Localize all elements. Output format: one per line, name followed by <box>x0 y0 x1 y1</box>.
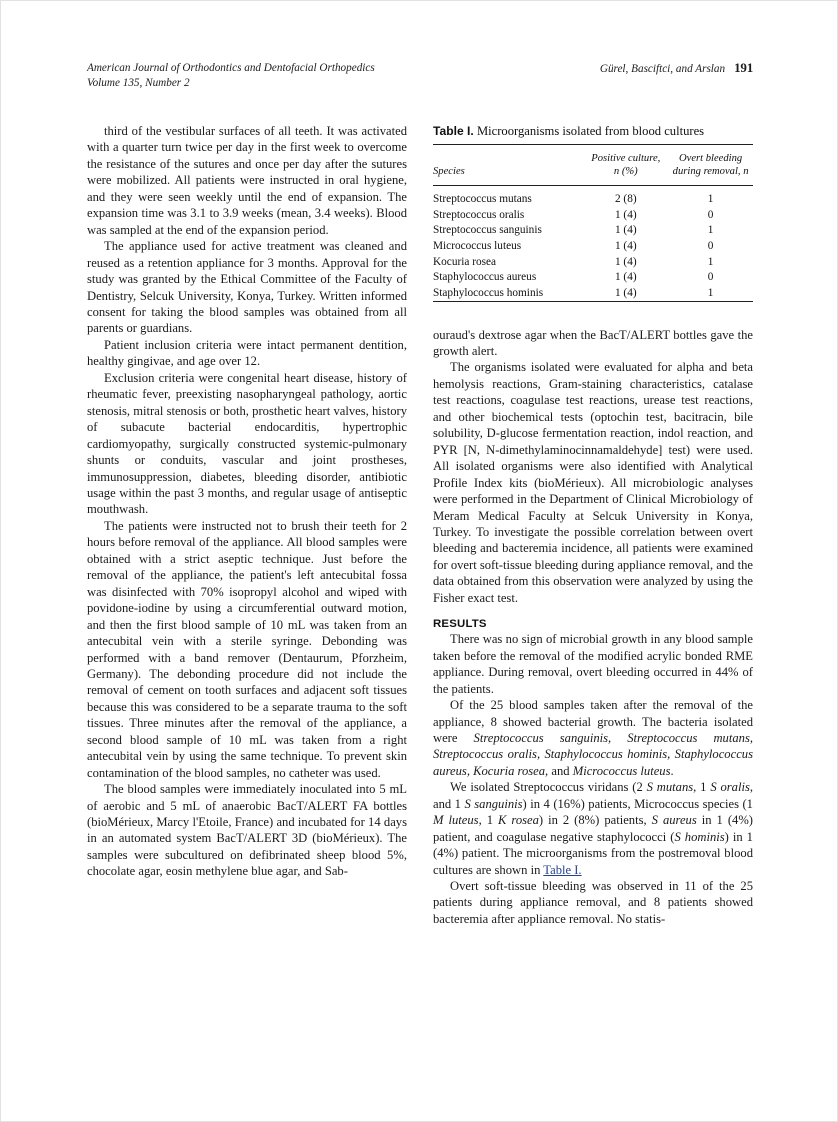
cell-positive-culture: 1 (4) <box>614 208 637 221</box>
table-caption <box>433 123 753 139</box>
right-column <box>433 123 753 927</box>
table-cross-reference-link[interactable]: Table I. <box>543 862 582 877</box>
text-run: , and 1 <box>433 780 754 811</box>
species-italic: Micrococcus luteus <box>572 763 671 778</box>
running-head-authors-block <box>600 61 753 77</box>
cell-positive-culture: 1 (4) <box>614 240 637 253</box>
text-run: . <box>670 763 674 778</box>
text-run: Of the 25 blood samples taken after the removal of the appliance, 8 showed bacterial growth. The bacteria isolated were <box>433 698 753 745</box>
species-italic: Streptococcus sanguinis, Streptococcus mutans, Streptococcus oralis, Staphylococcus hominis, Staphylococcus aureus, Kocuria rosea, <box>433 730 754 778</box>
text-run: ) in 4 (16%) patients, Micrococcus species (1 <box>522 796 753 811</box>
cell-overt-bleeding: 0 <box>707 271 714 284</box>
journal-title: American Journal of Orthodontics and Dentofacial Orthopedics <box>87 62 375 74</box>
cell-overt-bleeding: 0 <box>707 208 714 221</box>
table-row <box>433 208 753 224</box>
running-head-journal <box>87 61 473 90</box>
paragraph: Patient inclusion criteria were intact permanent dentition, healthy gingivae, and age over 12. <box>87 337 407 369</box>
text-run: and <box>548 763 573 778</box>
cell-species: Streptococcus mutans <box>433 193 532 206</box>
rule-cell <box>668 302 753 309</box>
species-italic: S mutans <box>646 780 694 795</box>
microorganisms-table <box>433 144 753 309</box>
table-row <box>433 270 753 286</box>
cell-species: Staphylococcus hominis <box>433 286 544 299</box>
cell-positive-culture: 1 (4) <box>614 255 637 268</box>
table-head <box>433 145 753 186</box>
paragraph: third of the vestibular surfaces of all teeth. It was activated with a quarter turn twice per day in the first week to overcome the resistance of the sutures and once per day after the sutures were mobilized. All patients were instructed in oral hygiene, and they were seen weekly until the end of expansion. The expansion time was 3.1 to 3.9 weeks (mean, 3.4 weeks). Blood was sampled at the end of the expansion period. <box>87 124 407 237</box>
running-head-authors: Gürel, Basciftci, and Arslan <box>599 63 726 75</box>
cell-species: Micrococcus luteus <box>433 240 522 253</box>
species-italic: S aureus <box>651 813 697 828</box>
section-heading-results: RESULTS <box>433 618 487 631</box>
table-1 <box>433 123 753 309</box>
table-caption-text: Microorganisms isolated from blood cultures <box>476 124 705 138</box>
column-header-overt-bleeding <box>668 145 753 186</box>
species-italic: S hominis <box>674 829 725 844</box>
table-body <box>433 186 753 309</box>
table-label: Table I. <box>433 124 474 138</box>
column-header-positive-line2: n (%) <box>613 166 638 177</box>
column-header-overt-line2: during removal, n <box>672 166 749 177</box>
table-row <box>433 223 753 239</box>
cell-overt-bleeding: 1 <box>707 224 714 237</box>
cell-positive-culture: 1 (4) <box>614 286 637 299</box>
cell-species: Kocuria rosea <box>433 255 497 268</box>
paragraph: The blood samples were immediately inoculated into 5 mL of aerobic and 5 mL of anaerobic BacT/ALERT FA bottles (bioMérieux, Marcy l'Etoile, France) and incubated for 14 days in an automated system BacT/ALERT 3D (bioMérieux). The samples were subcultured on defibrinated sheep blood 5%, chocolate agar, eosin methylene blue agar, and Sab- <box>87 782 407 879</box>
column-header-species: Species <box>433 145 583 186</box>
species-italic: M luteus <box>433 813 479 828</box>
cell-overt-bleeding: 0 <box>707 240 714 253</box>
cell-overt-bleeding: 1 <box>707 193 714 206</box>
text-run: ) in 1 (4%) patient. The microorganisms from the postremoval blood cultures are shown in <box>433 829 753 877</box>
paragraph-bacteria-isolated <box>433 697 753 779</box>
paragraph: The appliance used for active treatment was cleaned and reused as a retention appliance for 3 months. Approval for the study was granted by the Ethical Committee of the Faculty of Dentistry, Selcuk University, Konya, Turkey. Written informed consent for taking the blood samples was obtained from all parents or guardians. <box>87 239 407 336</box>
table-row <box>433 286 753 302</box>
rule-cell <box>583 186 668 193</box>
species-italic: S oralis <box>710 780 750 795</box>
paragraph: Exclusion criteria were congenital heart disease, history of rheumatic fever, preexisting nasopharyngeal pathology, aortic stenosis, mitral stenosis or both, prosthetic heart valves, history of subacute bacterial endocarditis, hypertrophic cardiomyopathy, surgically constructed systemic-pulmonary shunts or conduits, vascular and joint prostheses, immunosuppression, diabetes, bleeding disorder, antibiotic usage within the past 3 months, and regular usage of antiseptic mouthwash. <box>87 370 407 517</box>
text-run: ) in 2 (8%) patients, <box>538 813 652 828</box>
species-italic: S sanguinis <box>464 796 523 811</box>
species-italic: K rosea <box>498 813 539 828</box>
text-run: in 1 (4%) patient, and coagulase negative staphylococci ( <box>433 813 753 844</box>
rule-cell <box>583 302 668 309</box>
rule-cell <box>668 186 753 193</box>
table-row <box>433 192 753 208</box>
rule-cell <box>433 186 583 193</box>
paragraph: The organisms isolated were evaluated for alpha and beta hemolysis reactions, Gram-staining characteristics, catalase test reactions, coagulase test reactions, urease test reactions, and other biochemical tests (optochin test, bacitracin, bile solubility, D-glucose fermentation reaction, indol reaction, and PYR [N, N-dimethylaminocinnamaldehyde] test) were used. All isolated organisms were also identified with Analytical Profile Index kits (bioMérieux). All microbiologic analyses were performed in the Department of Clinical Microbiology of Meram Medical Faculty at Selcuk University in Konya, Turkey. To investigate the possible correlation between overt bleeding and bacteremia incidence, all patients were examined for overt soft-tissue bleeding during appliance removal, and the data obtained from this observation were analyzed by using the Fisher exact test. <box>433 360 753 605</box>
table-rule-row <box>433 186 753 193</box>
cell-overt-bleeding: 1 <box>707 286 714 299</box>
text-run: We isolated Streptococcus viridans (2 <box>450 780 647 795</box>
page-number: 191 <box>734 60 753 75</box>
paragraph-isolation-counts <box>433 779 753 878</box>
table-row <box>433 255 753 271</box>
paragraph: The patients were instructed not to brush their teeth for 2 hours before removal of the appliance. All blood samples were obtained with a strict aseptic technique. Just before the removal of the appliance, the patient's left antecubital fossa was disinfected with 70% isopropyl alcohol and wiped with povidone-iodine by using a circumferential outward motion, and then the first blood sample of 10 mL was taken from an antecubital vein with a sterile syringe. Debonding was performed with a band remover (Dentaurum, Pforzheim, Germany). The debonding procedure did not include the removal of cement on tooth surfaces and adjacent soft tissues because this was considered to be a separate trauma to the soft tissues. Three minutes after the removal of the appliance, a second blood sample of 10 mL was taken from a right antecubital vein by using the same technique. To prevent skin contamination of the blood samples, no catheter was used. <box>87 518 407 780</box>
rule-cell <box>433 302 583 309</box>
journal-volume: Volume 135, Number 2 <box>87 76 190 89</box>
column-header-positive-line1: Positive culture, <box>591 153 661 164</box>
paragraph: There was no sign of microbial growth in any blood sample taken before the removal of the modified acrylic bonded RME appliance. During removal, overt bleeding occurred in 44% of the patients. <box>433 632 753 696</box>
body-columns <box>87 123 753 1053</box>
paragraph: ouraud's dextrose agar when the BacT/ALERT bottles gave the growth alert. <box>433 327 753 358</box>
cell-species: Streptococcus oralis <box>433 208 525 221</box>
running-head <box>87 61 753 90</box>
text-run: , 1 <box>693 780 711 795</box>
cell-overt-bleeding: 1 <box>707 255 714 268</box>
cell-species: Streptococcus sanguinis <box>433 224 542 237</box>
cell-species: Staphylococcus aureus <box>433 271 537 284</box>
paragraph: Overt soft-tissue bleeding was observed in 11 of the 25 patients during appliance removal, and 8 patients showed bacteremia after appliance removal. No statis- <box>433 879 753 926</box>
cell-positive-culture: 1 (4) <box>614 224 637 237</box>
cell-positive-culture: 1 (4) <box>614 271 637 284</box>
table-rule-row <box>433 302 753 309</box>
table-header-row <box>433 145 753 186</box>
cell-positive-culture: 2 (8) <box>614 193 637 206</box>
left-column <box>87 123 407 880</box>
text-run: , 1 <box>478 813 498 828</box>
table-row <box>433 239 753 255</box>
column-header-positive-culture <box>583 145 668 186</box>
column-header-overt-line1: Overt bleeding <box>678 153 743 164</box>
